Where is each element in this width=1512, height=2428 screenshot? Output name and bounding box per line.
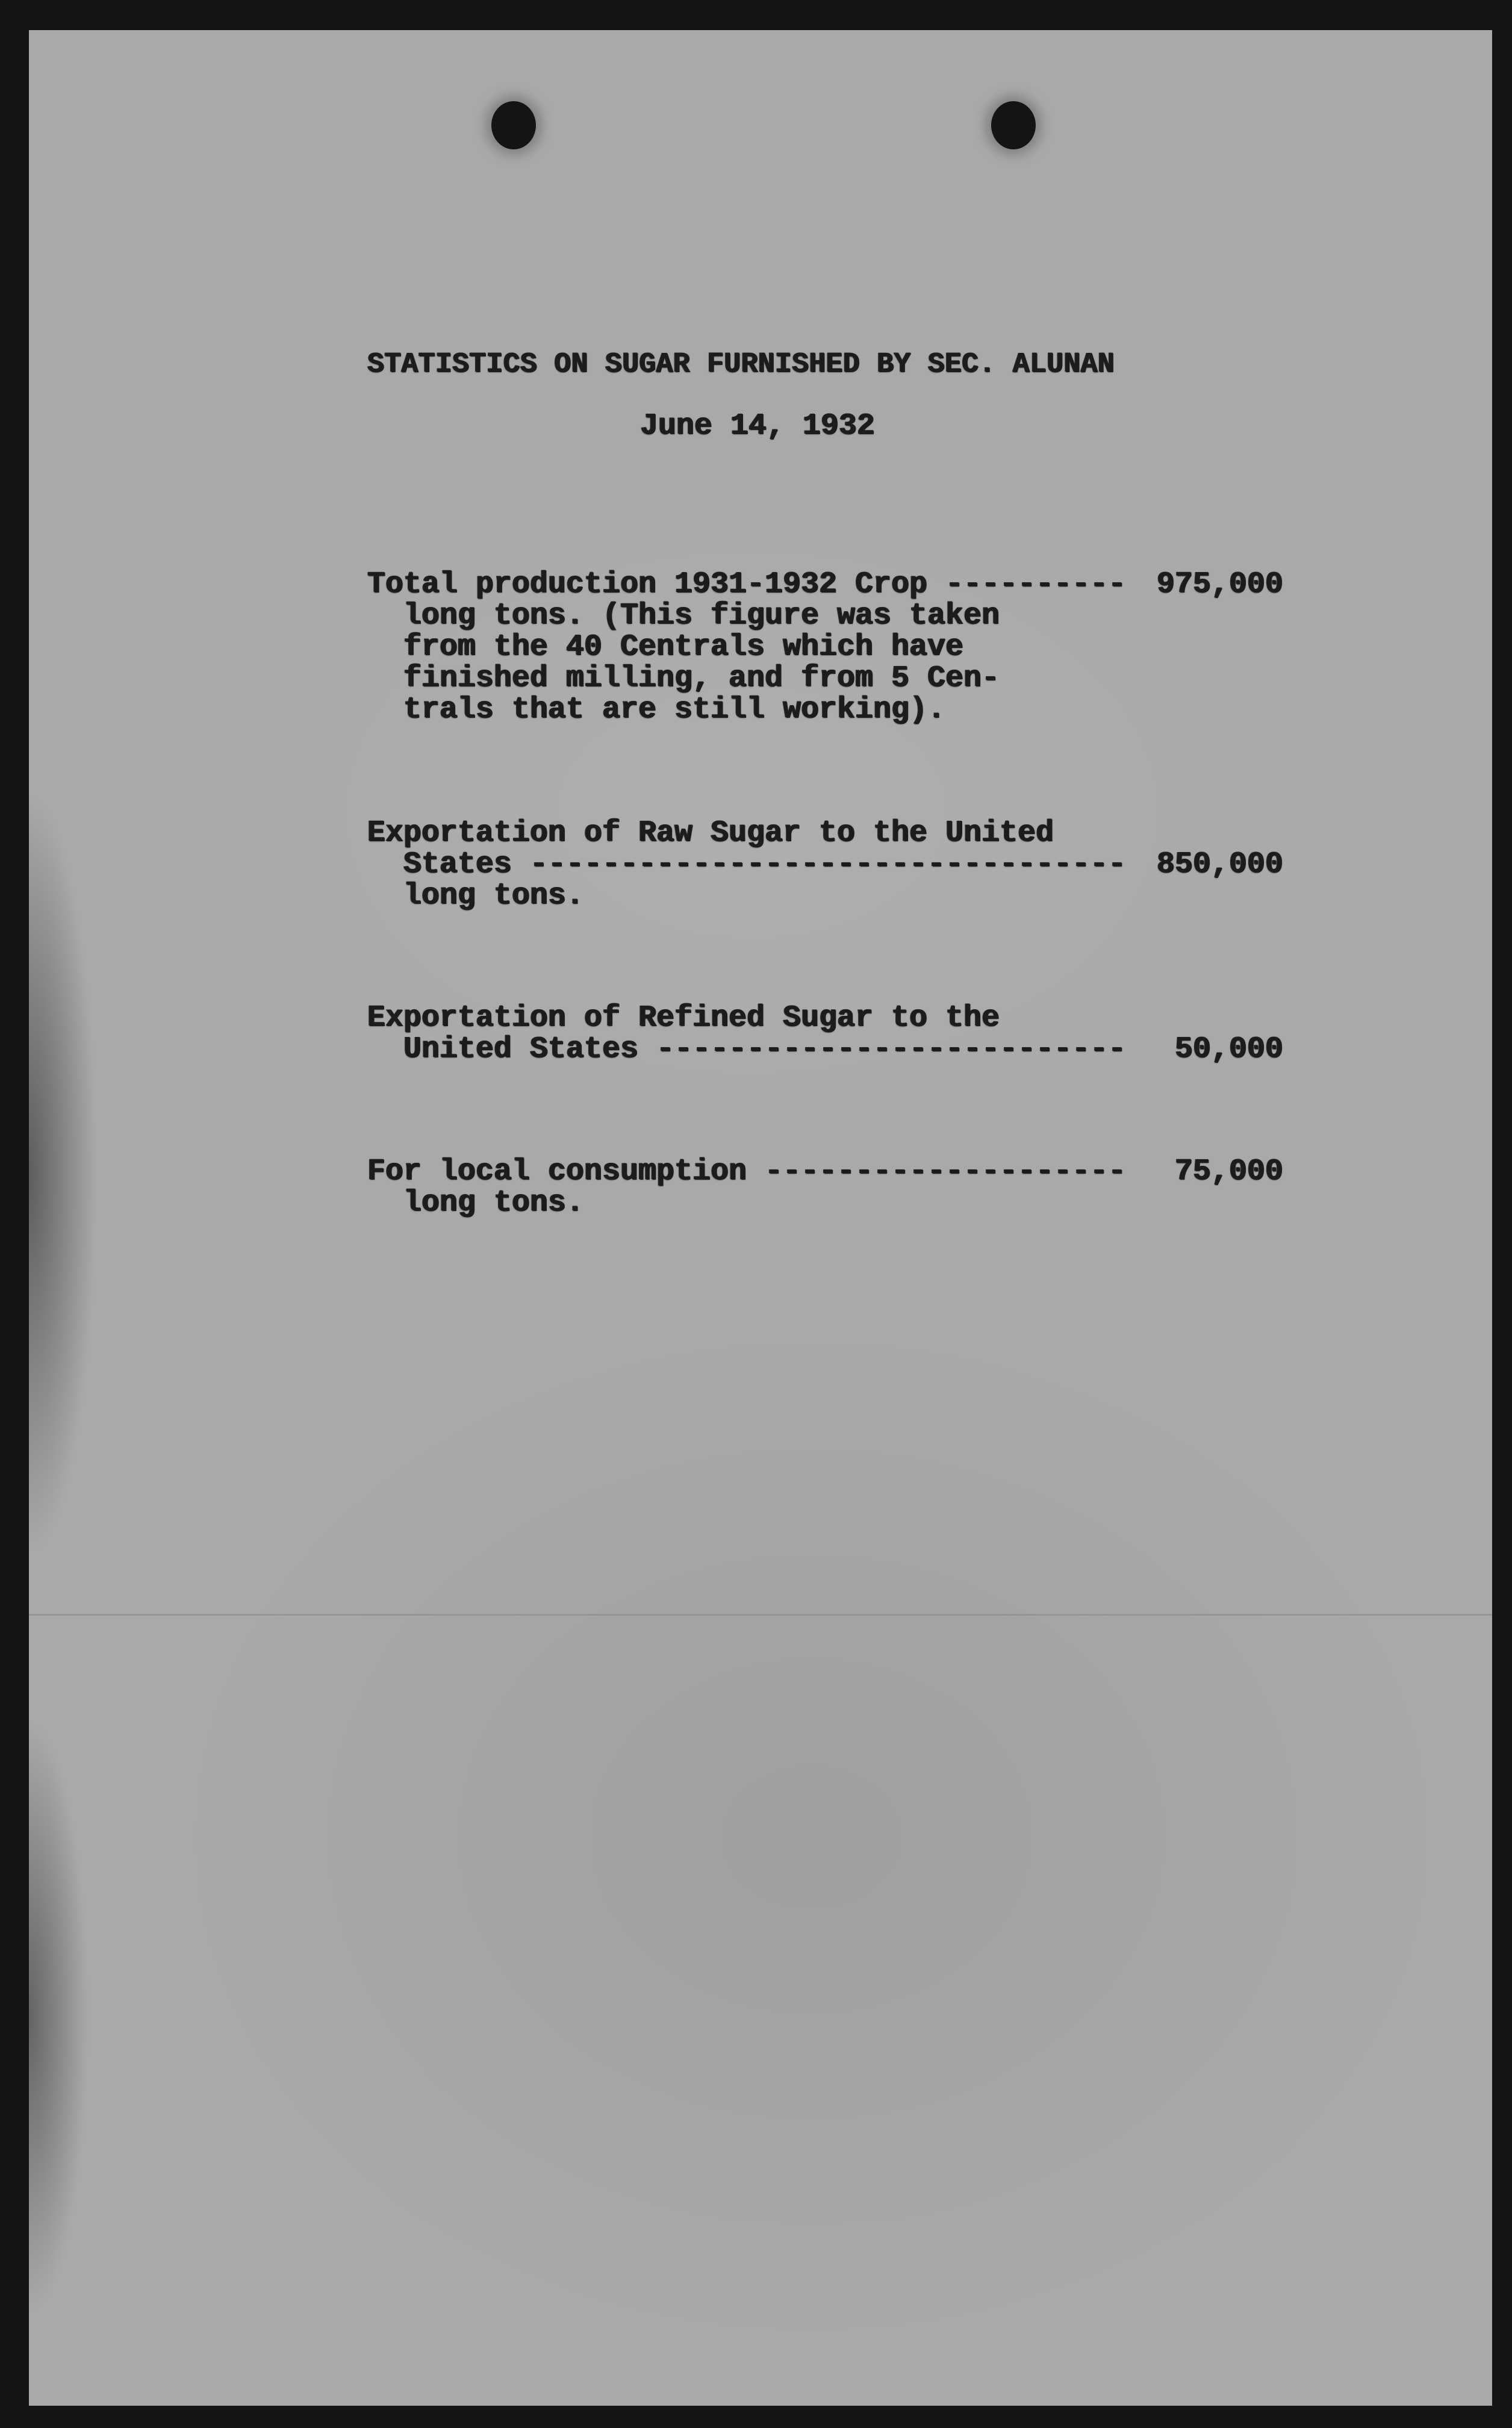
document-title: STATISTICS ON SUGAR FURNISHED BY SEC. ALUNAN: [367, 349, 1115, 381]
entry-line: United States --------------------------: [367, 1032, 1127, 1066]
entry-amount: 50,000: [1174, 1032, 1283, 1066]
entry-line: Exportation of Refined Sugar to the: [367, 1001, 1000, 1035]
punch-hole-left: [491, 101, 536, 149]
entry-amount: 75,000: [1174, 1154, 1283, 1189]
entry-line: Total production 1931-1932 Crop ----------: [367, 567, 1145, 602]
entry-line: finished milling, and from 5 Cen-: [367, 661, 1000, 696]
entry-line: long tons.: [367, 879, 585, 913]
entry-amount: 975,000: [1156, 567, 1283, 602]
entry-line: For local consumption --------------------: [367, 1154, 1127, 1189]
entry-line: States ---------------------------------: [367, 847, 1127, 882]
entry-amount: 850,000: [1156, 847, 1283, 882]
entry-line: Exportation of Raw Sugar to the United: [367, 816, 1054, 850]
paper-fold-line: [29, 1614, 1492, 1616]
entry-line: long tons.: [367, 1186, 585, 1220]
document-date: June 14, 1932: [640, 409, 876, 443]
paper-sheet: [29, 30, 1492, 2406]
entry-line: trals that are still working).: [367, 693, 946, 727]
punch-hole-right: [991, 101, 1036, 149]
entry-line: long tons. (This figure was taken: [367, 599, 1000, 633]
entry-line: from the 40 Centrals which have: [367, 630, 964, 664]
